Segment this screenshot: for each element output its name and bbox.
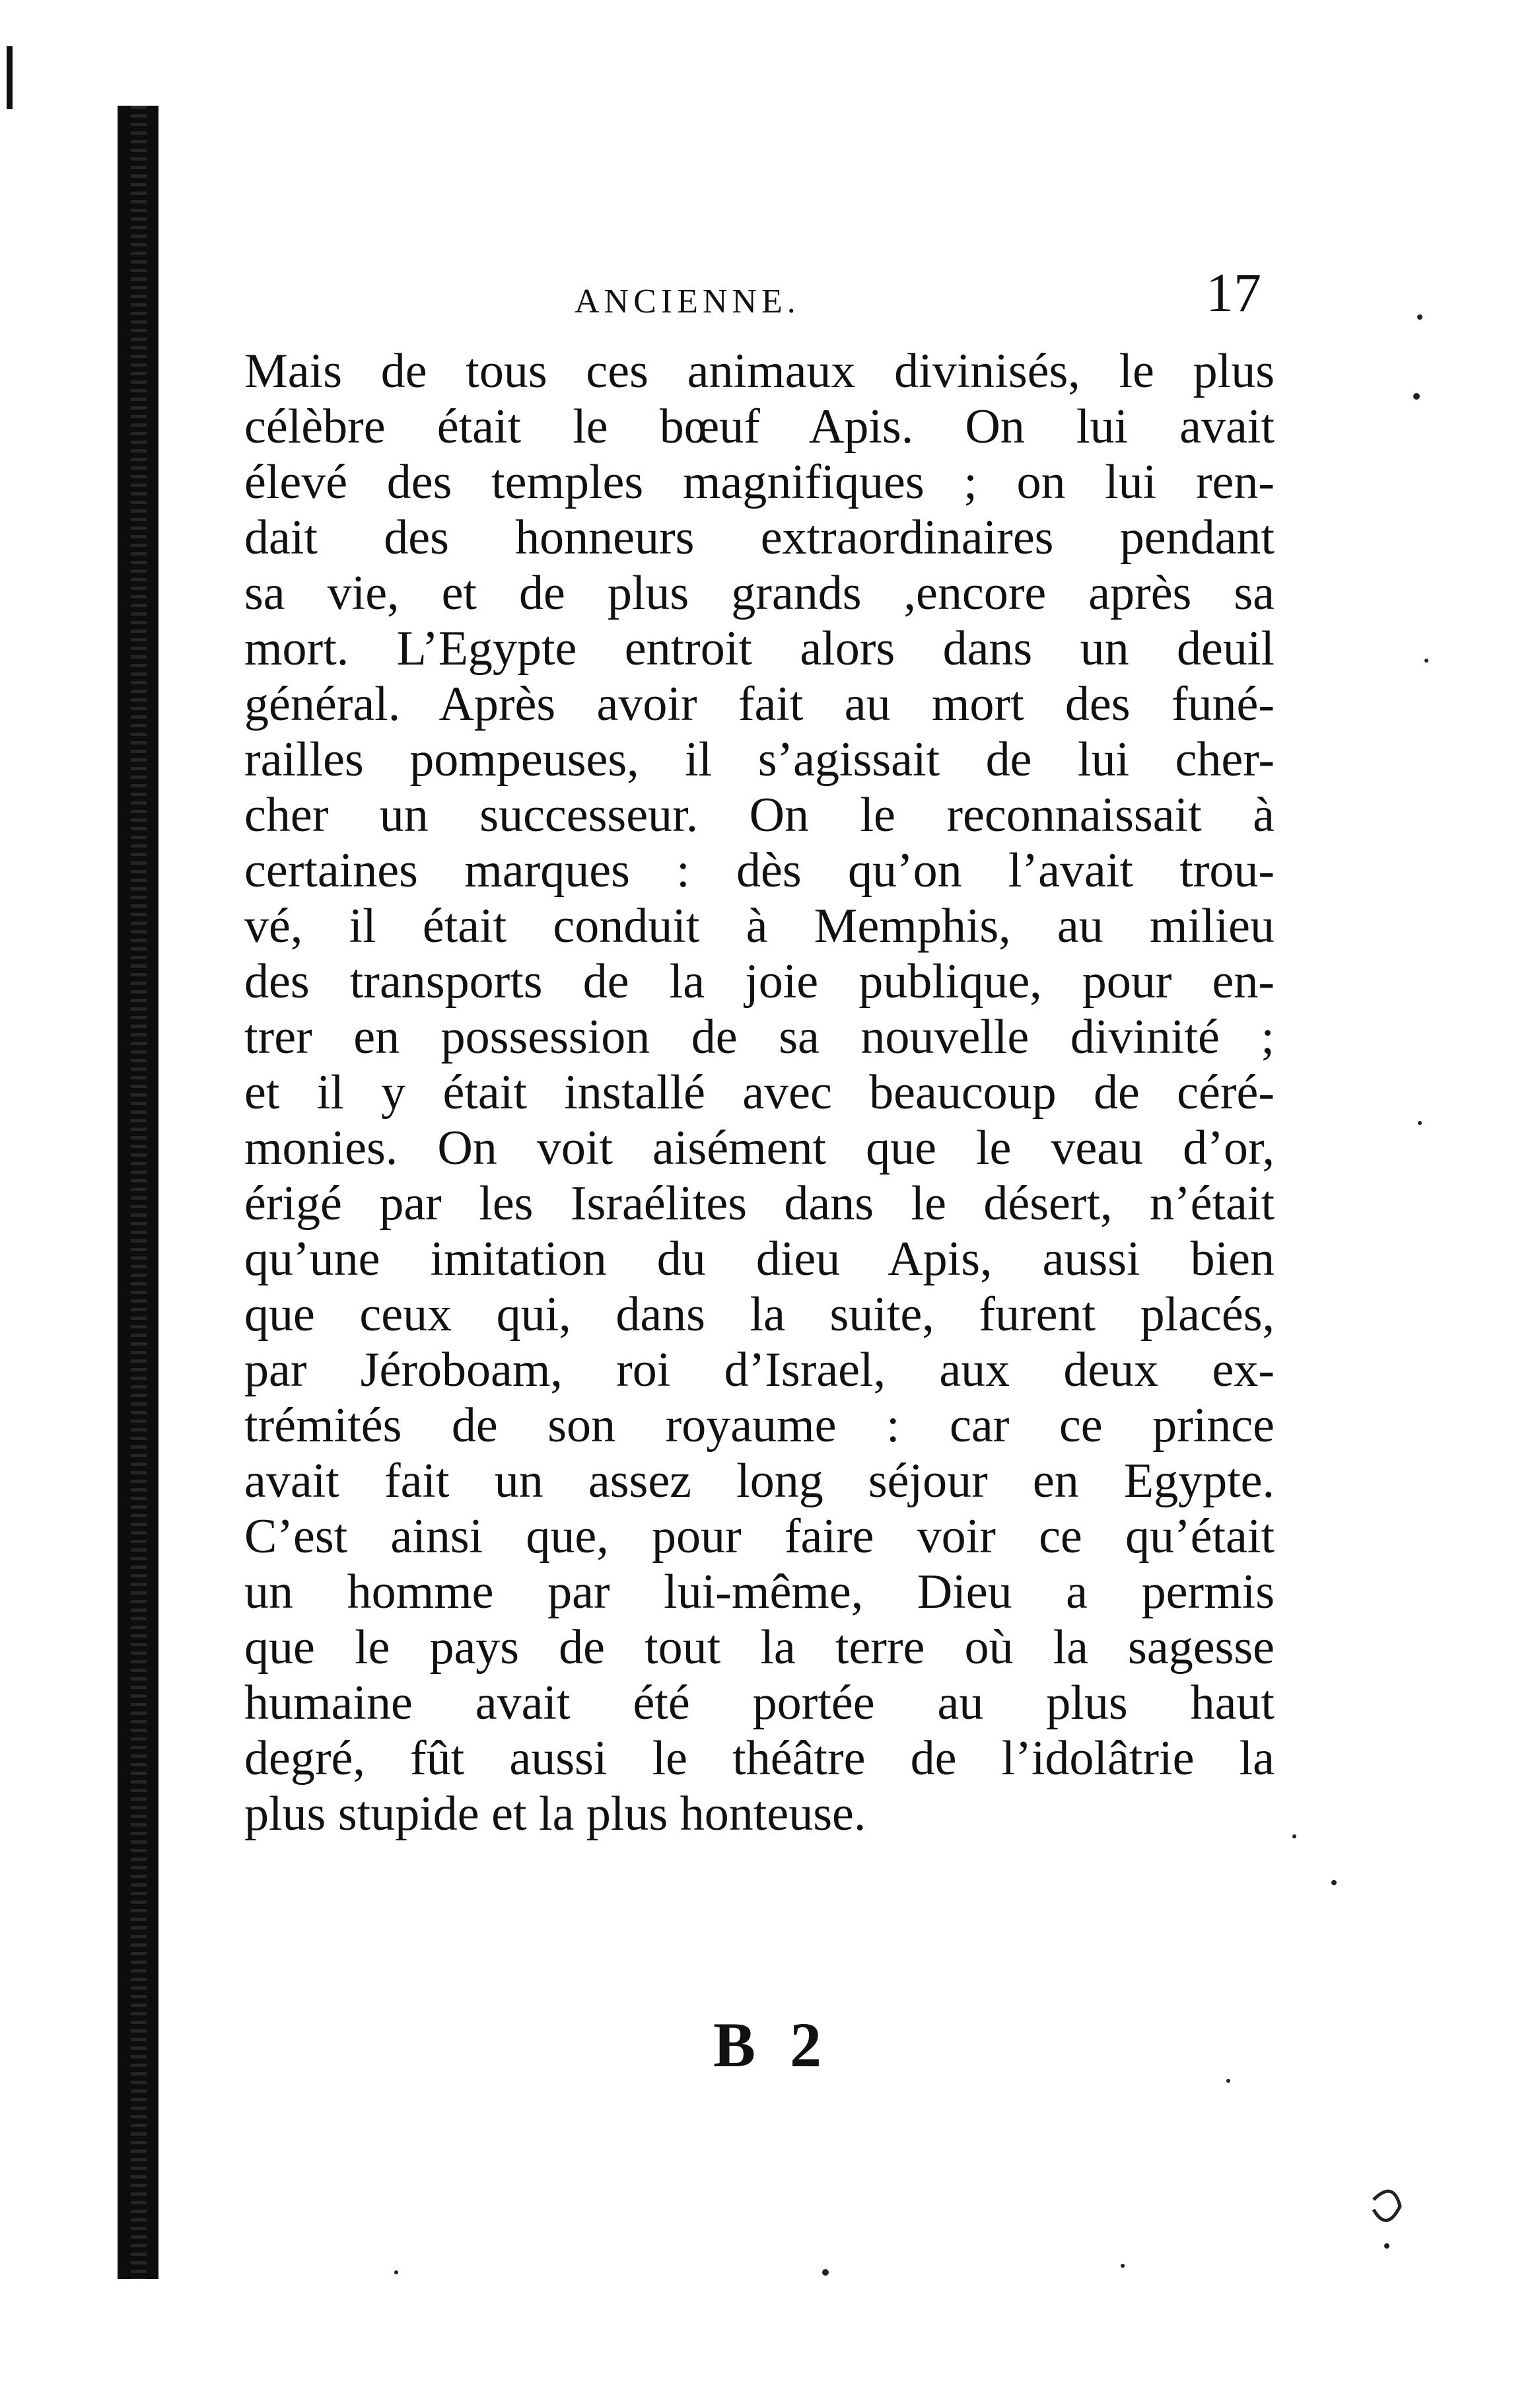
text-line: célèbre était le bœuf Apis. On lui avait <box>244 400 1275 454</box>
text-line: trer en possession de sa nouvelle divinité ; <box>244 1010 1275 1064</box>
running-head <box>244 261 1261 334</box>
text-line: sa vie, et de plus grands ,encore après sa <box>244 566 1275 620</box>
text-line: C’est ainsi que, pour faire voir ce qu’était <box>244 1509 1275 1564</box>
binding-edge-shadow <box>118 106 158 2279</box>
text-line: et il y était installé avec beaucoup de céré- <box>244 1066 1275 1120</box>
text-line: avait fait un assez long séjour en Egypte. <box>244 1454 1275 1508</box>
text-line: mort. L’Egypte entroit alors dans un deuil <box>244 622 1275 676</box>
text-line: des transports de la joie publique, pour en- <box>244 955 1275 1009</box>
text-line: qu’une imitation du dieu Apis, aussi bien <box>244 1232 1275 1286</box>
running-title: ANCIENNE. <box>575 283 800 320</box>
text-line: un homme par lui-même, Dieu a permis <box>244 1565 1275 1619</box>
text-line: trémités de son royaume : car ce prince <box>244 1398 1275 1453</box>
text-line: élevé des temples magnifiques ; on lui ren- <box>244 455 1275 509</box>
text-line: par Jéroboam, roi d’Israel, aux deux ex- <box>244 1343 1275 1397</box>
text-line: que le pays de tout la terre où la sagesse <box>244 1620 1275 1675</box>
text-line: railles pompeuses, il s’agissait de lui cher- <box>244 733 1275 787</box>
text-line: Mais de tous ces animaux divinisés, le plus <box>244 344 1275 398</box>
text-line: vé, il était conduit à Memphis, au milieu <box>244 899 1275 953</box>
body-text <box>244 343 1275 1842</box>
text-line: humaine avait été portée au plus haut <box>244 1676 1275 1730</box>
scan-artifact-mark <box>7 46 13 109</box>
text-line: érigé par les Israélites dans le désert, n’était <box>244 1176 1275 1231</box>
text-line: cher un successeur. On le reconnaissait à <box>244 788 1275 842</box>
text-line: monies. On voit aisément que le veau d’or, <box>244 1121 1275 1175</box>
signature-mark: B 2 <box>713 2009 831 2080</box>
page-number: 17 <box>1206 262 1261 324</box>
text-line: degré, fût aussi le théâtre de l’idolâtrie la <box>244 1731 1275 1786</box>
text-line: certaines marques : dès qu’on l’avait trou- <box>244 844 1275 898</box>
text-line: dait des honneurs extraordinaires pendant <box>244 511 1275 565</box>
text-line: plus stupide et la plus honteuse. <box>244 1787 866 1841</box>
text-line: que ceux qui, dans la suite, furent placés, <box>244 1287 1275 1342</box>
text-line: général. Après avoir fait au mort des funé- <box>244 677 1275 731</box>
